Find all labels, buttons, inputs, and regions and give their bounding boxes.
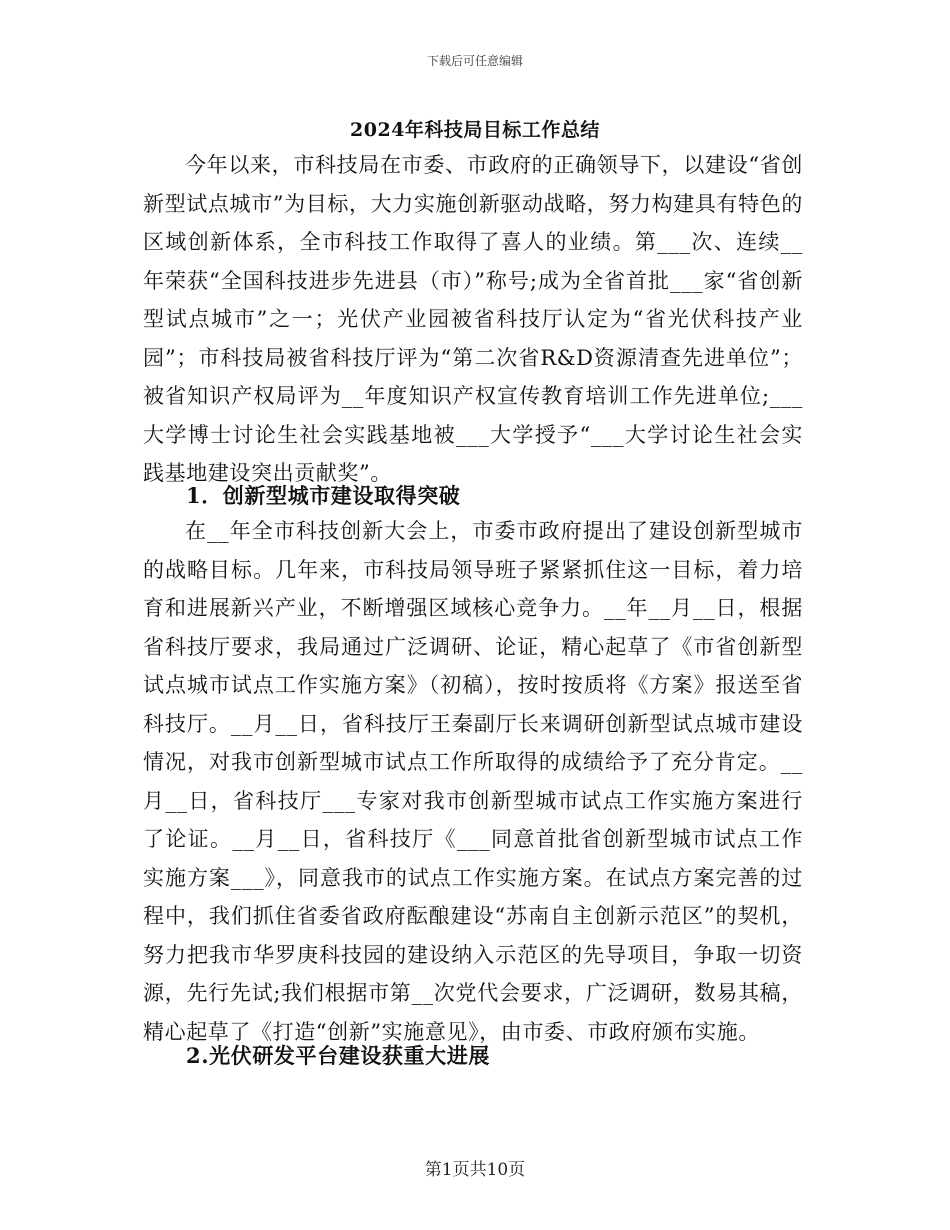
section-heading-2: 2.光伏研发平台建设获重大进展 <box>186 1043 490 1068</box>
intro-paragraph: 今年以来，市科技局在市委、市政府的正确领导下，以建设“省创新型试点城市”为目标，大力实施创新驱动战略，努力构建具有特色的区域创新体系，全市科技工作取得了喜人的业绩。第___次、连续__年荣获“全国科技进步先进县（市）”称号;成为全省首批___家“省创新型试点城市”之一；光伏产业园被省科技厅认定为“省光伏科技产业园”；市科技局被省科技厅评为“第二次省R&D资源清查先进单位”；被省知识产权局评为__年度知识产权宣传教育培训工作先进单位;___大学博士讨论生社会实践基地被___大学授予“___大学讨论生社会实践基地建设突出贡献奖”。 <box>143 153 803 485</box>
section-heading-1: 1．创新型城市建设取得突破 <box>186 483 461 508</box>
page-footer: 第1页共10页 <box>424 1160 526 1180</box>
header-note: 下载后可任意编辑 <box>426 54 523 68</box>
section-1-paragraph: 在__年全市科技创新大会上，市委市政府提出了建设创新型城市的战略目标。几年来，市科技局领导班子紧紧抓住这一目标，着力培育和进展新兴产业，不断增强区域核心竞争力。__年__月__日，根据省科技厅要求，我局通过广泛调研、论证，精心起草了《市省创新型试点城市试点工作实施方案》（初稿），按时按质将《方案》报送至省科技厅。__月__日，省科技厅王秦副厅长来调研创新型试点城市建设情况，对我市创新型城市试点工作所取得的成绩给予了充分肯定。__月__日，省科技厅___专家对我市创新型城市试点工作实施方案进行了论证。__月__日，省科技厅《___同意首批省创新型城市试点工作实施方案___》，同意我市的试点工作实施方案。在试点方案完善的过程中，我们抓住省委省政府酝酿建设“苏南自主创新示范区”的契机，努力把我市华罗庚科技园的建设纳入示范区的先导项目，争取一切资源，先行先试;我们根据市第__次党代会要求，广泛调研，数易其稿，精心起草了《打造“创新”实施意见》，由市委、市政府颁布实施。 <box>143 519 803 1044</box>
document-title: 2024年科技局目标工作总结 <box>350 119 600 141</box>
